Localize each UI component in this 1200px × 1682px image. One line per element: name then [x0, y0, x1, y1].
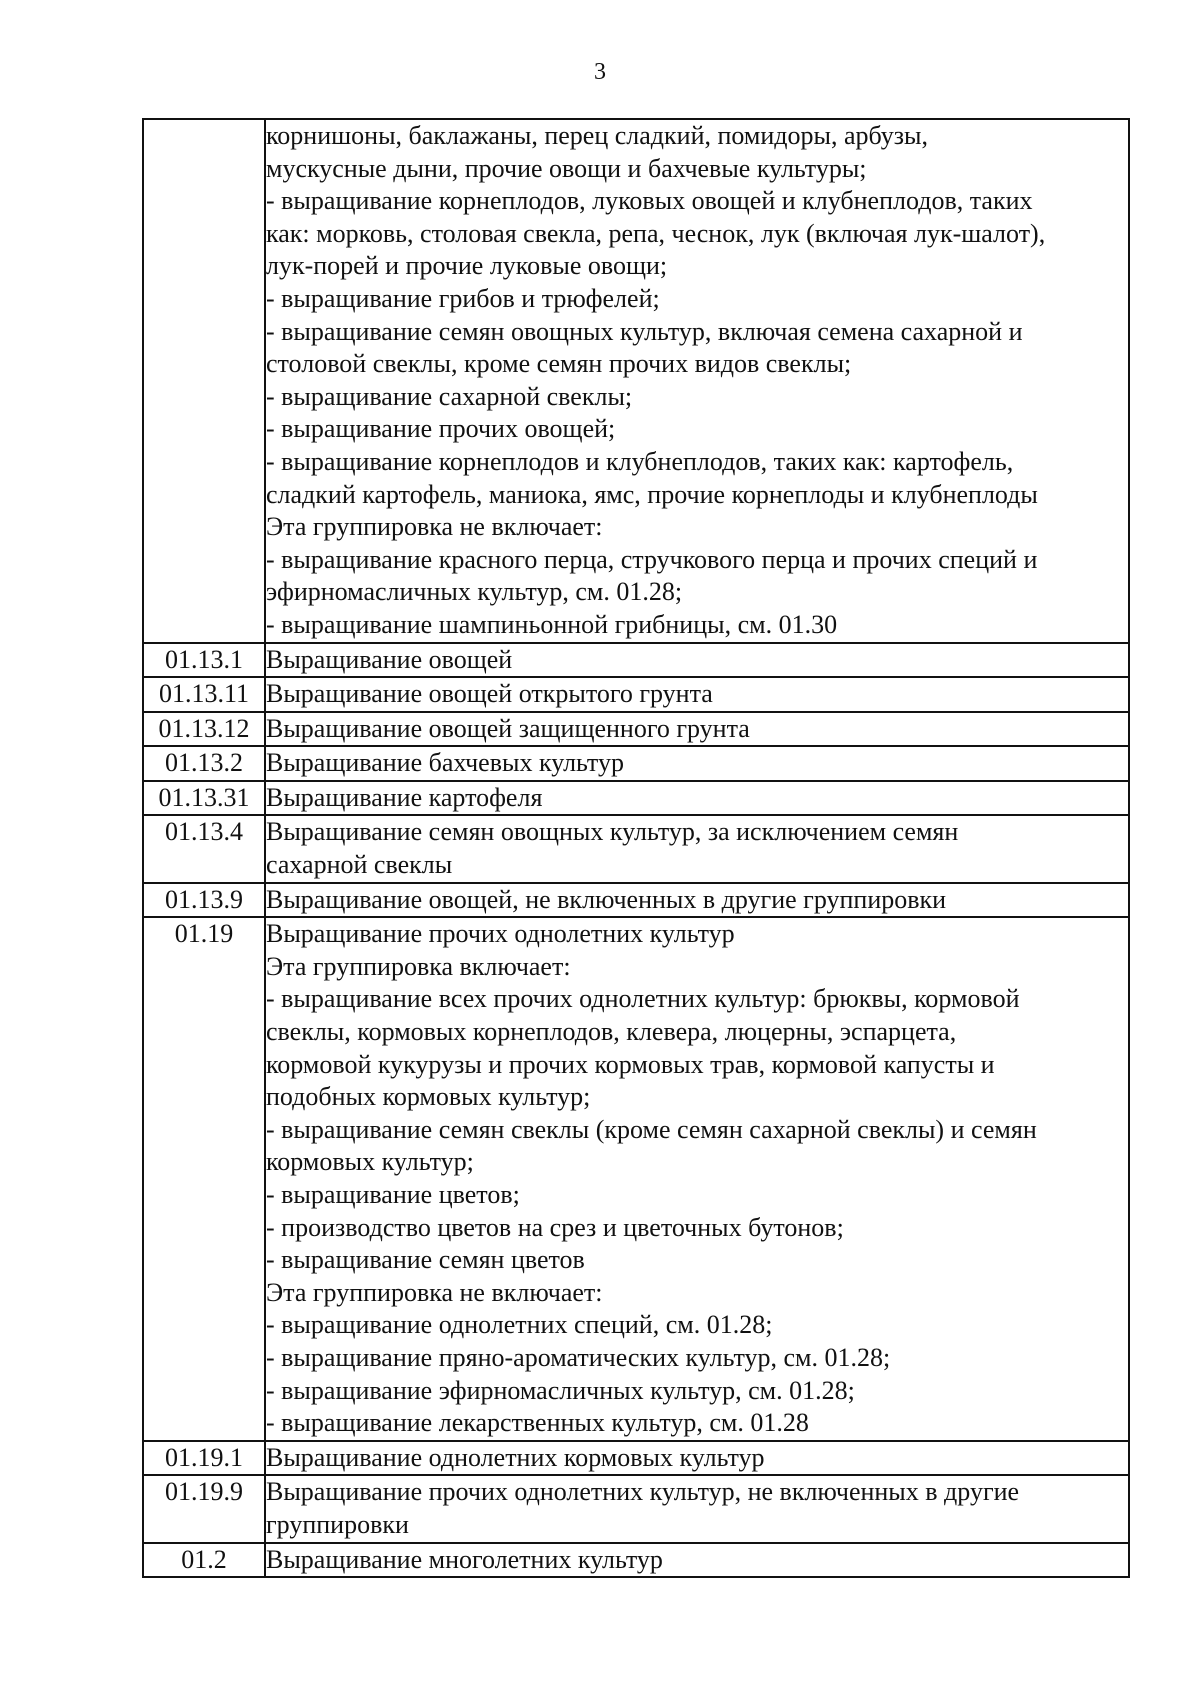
- description-line: - выращивание семян свеклы (кроме семян сахарной свеклы) и семян: [266, 1114, 1037, 1144]
- description-cell: [265, 815, 1129, 882]
- description-line: мускусные дыни, прочие овощи и бахчевые культуры;: [266, 153, 867, 183]
- table-row: [143, 119, 1129, 643]
- description-line: - выращивание грибов и трюфелей;: [266, 283, 660, 313]
- description-line: группировки: [266, 1509, 409, 1539]
- table-row: [143, 1543, 1129, 1578]
- description-line: - выращивание корнеплодов и клубнеплодов, таких как: картофель,: [266, 446, 1014, 476]
- description-line: Выращивание бахчевых культур: [266, 748, 624, 778]
- description-line: - выращивание эфирномасличных культур, см. 01.28;: [266, 1375, 855, 1405]
- description-line: - выращивание прочих овощей;: [266, 414, 616, 444]
- table-row: [143, 712, 1129, 747]
- description-cell: [265, 746, 1129, 781]
- table-row: [143, 1475, 1129, 1542]
- description-line: - выращивание корнеплодов, луковых овощей и клубнеплодов, таких: [266, 186, 1033, 216]
- description-line: Выращивание однолетних кормовых культур: [266, 1442, 765, 1472]
- description-line: Выращивание овощей защищенного грунта: [266, 713, 750, 743]
- table-row: [143, 917, 1129, 1441]
- description-line: сладкий картофель, маниока, ямс, прочие корнеплоды и клубнеплоды: [266, 479, 1038, 509]
- description-line: Эта группировка не включает:: [266, 512, 603, 542]
- description-cell: [265, 781, 1129, 816]
- description-line: Эта группировка включает:: [266, 951, 571, 981]
- description-cell: [265, 677, 1129, 712]
- code-cell: 01.13.1: [143, 643, 265, 678]
- description-cell: [265, 917, 1129, 1441]
- description-cell: [265, 1441, 1129, 1476]
- description-cell: [265, 712, 1129, 747]
- code-cell: 01.19: [143, 917, 265, 1441]
- description-cell: [265, 1475, 1129, 1542]
- description-line: - выращивание семян цветов: [266, 1245, 585, 1275]
- code-cell: 01.19.1: [143, 1441, 265, 1476]
- description-line: - выращивание цветов;: [266, 1180, 520, 1209]
- code-cell: 01.13.9: [143, 883, 265, 918]
- description-line: Выращивание овощей, не включенных в другие группировки: [266, 884, 947, 914]
- description-line: лук-порей и прочие луковые овощи;: [266, 251, 668, 281]
- description-line: кормовой кукурузы и прочих кормовых трав, кормовой капусты и: [266, 1049, 995, 1079]
- description-cell: [265, 119, 1129, 643]
- description-line: сахарной свеклы: [266, 850, 453, 880]
- description-line: как: морковь, столовая свекла, репа, чеснок, лук (включая лук-шалот),: [266, 218, 1046, 248]
- code-cell: 01.13.31: [143, 781, 265, 816]
- table-row: [143, 781, 1129, 816]
- description-line: Выращивание овощей открытого грунта: [266, 679, 713, 709]
- code-cell: 01.2: [143, 1543, 265, 1578]
- description-line: - выращивание всех прочих однолетних культур: брюквы, кормовой: [266, 984, 1020, 1014]
- code-cell: 01.13.11: [143, 677, 265, 712]
- description-line: Выращивание овощей: [266, 644, 513, 674]
- description-line: Выращивание картофеля: [266, 782, 543, 812]
- table-row: [143, 815, 1129, 882]
- table-row: [143, 1441, 1129, 1476]
- description-line: Выращивание многолетних культур: [266, 1544, 663, 1574]
- description-line: - выращивание лекарственных культур, см. 01.28: [266, 1408, 809, 1438]
- description-line: - выращивание пряно-ароматических культур, см. 01.28;: [266, 1342, 891, 1372]
- code-cell: [143, 119, 265, 643]
- description-cell: [265, 883, 1129, 918]
- description-line: - выращивание шампиньонной грибницы, см. 01.30: [266, 609, 838, 639]
- description-line: подобных кормовых культур;: [266, 1082, 591, 1112]
- classification-table: [142, 118, 1130, 1578]
- description-line: - выращивание сахарной свеклы;: [266, 381, 633, 411]
- description-line: корнишоны, баклажаны, перец сладкий, помидоры, арбузы,: [266, 121, 928, 150]
- description-line: - выращивание красного перца, стручкового перца и прочих специй и: [266, 544, 1038, 574]
- description-line: Выращивание прочих однолетних культур: [266, 919, 735, 949]
- description-line: кормовых культур;: [266, 1147, 474, 1177]
- description-cell: [265, 1543, 1129, 1578]
- description-line: Эта группировка не включает:: [266, 1277, 603, 1307]
- classification-table-body: [143, 119, 1129, 1577]
- description-line: столовой свеклы, кроме семян прочих видов свеклы;: [266, 349, 852, 379]
- code-cell: 01.13.4: [143, 815, 265, 882]
- description-line: - производство цветов на срез и цветочных бутонов;: [266, 1212, 844, 1242]
- description-line: эфирномасличных культур, см. 01.28;: [266, 577, 683, 607]
- table-row: [143, 883, 1129, 918]
- table-row: [143, 746, 1129, 781]
- code-cell: 01.13.2: [143, 746, 265, 781]
- description-line: - выращивание семян овощных культур, включая семена сахарной и: [266, 316, 1023, 346]
- description-line: Выращивание прочих однолетних культур, не включенных в другие: [266, 1477, 1020, 1507]
- description-cell: [265, 643, 1129, 678]
- code-cell: 01.19.9: [143, 1475, 265, 1542]
- table-row: [143, 643, 1129, 678]
- description-line: Выращивание семян овощных культур, за исключением семян: [266, 817, 959, 847]
- code-cell: 01.13.12: [143, 712, 265, 747]
- page-number: 3: [594, 59, 606, 85]
- table-row: [143, 677, 1129, 712]
- description-line: - выращивание однолетних специй, см. 01.28;: [266, 1310, 773, 1340]
- description-line: свеклы, кормовых корнеплодов, клевера, люцерны, эспарцета,: [266, 1017, 957, 1047]
